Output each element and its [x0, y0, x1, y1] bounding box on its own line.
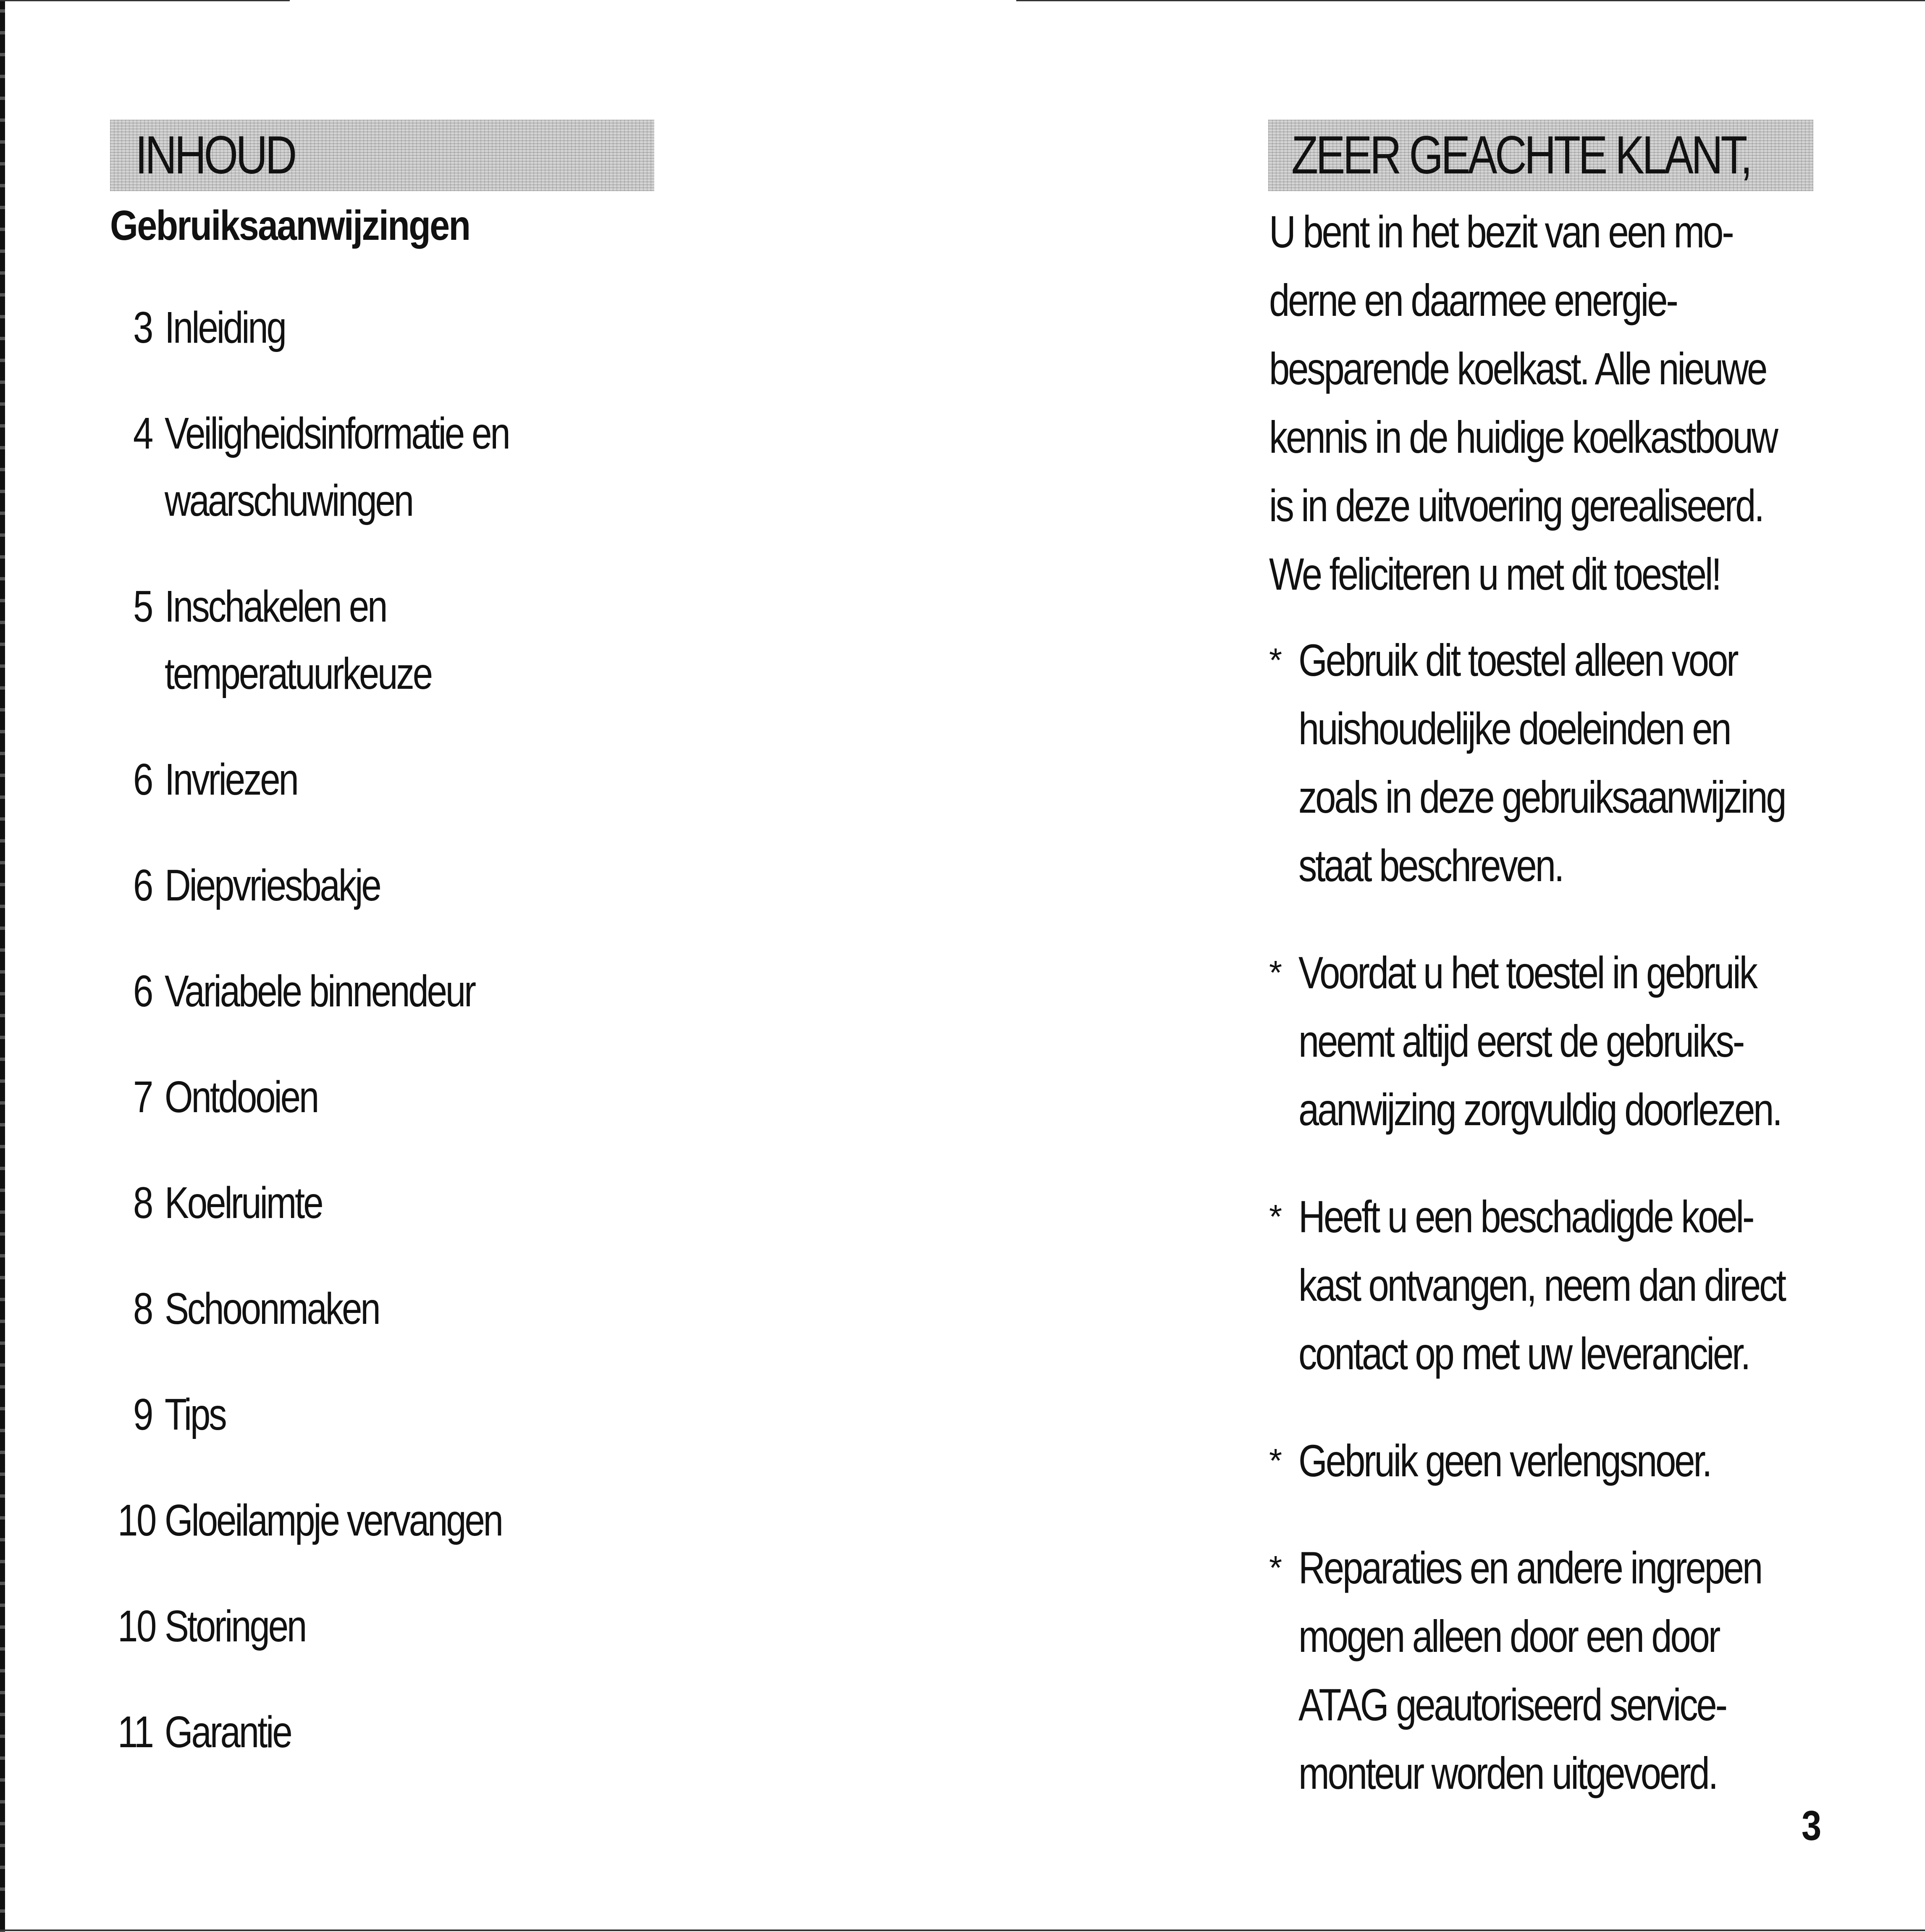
intro-bullet-line: staat beschreven.	[1298, 840, 1563, 891]
intro-bullet	[1269, 1182, 1899, 1388]
bottom-rule	[0, 1929, 1925, 1931]
toc-entry-label: Ontdooien	[165, 1072, 318, 1122]
toc-entry	[110, 294, 656, 361]
intro-bullet-line: Heeft u een beschadigde koel-	[1298, 1191, 1753, 1242]
intro-bullet	[1269, 938, 1899, 1144]
toc-page-number: 7	[133, 1072, 152, 1122]
intro-heading-bar	[1268, 120, 1813, 191]
intro-bullet-line: zoals in deze gebruiksaanwijzing	[1298, 772, 1785, 822]
intro-heading: ZEER GEACHTE KLANT,	[1291, 125, 1750, 185]
intro-bullet	[1269, 1426, 1899, 1495]
intro-bullet-line: mogen alleen door een door	[1298, 1611, 1719, 1662]
toc-heading: INHOUD	[135, 125, 295, 185]
toc-entry-label: Schoonmaken	[165, 1284, 379, 1334]
intro-paragraph	[1269, 197, 1899, 608]
toc-entry-label: Gloeilampje vervangen	[165, 1496, 502, 1545]
intro-bullet-line: neemt altijd eerst de gebruiks-	[1298, 1016, 1744, 1066]
toc-entry-label: Inschakelen en	[165, 582, 386, 631]
intro-bullet-line: Voordat u het toestel in gebruik	[1298, 947, 1756, 998]
toc-entry-label: Veiligheidsinformatie en	[165, 409, 509, 458]
toc-heading-bar	[110, 120, 654, 191]
intro-paragraph-line: is in deze uitvoering gerealiseerd.	[1269, 480, 1763, 531]
toc-entry	[110, 400, 656, 534]
intro-bullet-line: contact op met uw leverancier.	[1298, 1328, 1749, 1379]
toc-page-number: 9	[133, 1390, 152, 1439]
toc-subtitle: Gebruiksaanwijzingen	[110, 202, 470, 249]
toc-page-number: 4	[133, 409, 152, 458]
toc-entry	[110, 573, 656, 707]
toc-entry-label: Diepvriesbakje	[165, 861, 380, 910]
top-rule-right	[1016, 0, 1925, 1]
toc-entry-label: Koelruimte	[165, 1178, 322, 1228]
intro-bullet-line: kast ontvangen, neem dan direct	[1298, 1260, 1785, 1310]
toc-entry	[110, 1063, 656, 1131]
intro-bullet-line: ATAG geautoriseerd service-	[1298, 1679, 1726, 1730]
intro-bullet-line: Gebruik dit toestel alleen voor	[1298, 635, 1737, 685]
bullet-asterisk: *	[1269, 1198, 1282, 1235]
bullet-asterisk: *	[1269, 1442, 1282, 1479]
toc-entry	[110, 1275, 656, 1342]
toc-page-number: 8	[133, 1178, 152, 1228]
intro-bullet-line: Reparaties en andere ingrepen	[1298, 1542, 1762, 1593]
scan-edge-left	[0, 0, 5, 1932]
toc-entry-label: Inleiding	[165, 303, 285, 352]
intro-paragraph-line: We feliciteren u met dit toestel!	[1269, 549, 1720, 599]
toc-entry	[110, 958, 656, 1025]
toc-entry-label: temperatuurkeuze	[165, 649, 431, 698]
intro-paragraph-line: U bent in het bezit van een mo-	[1269, 206, 1733, 257]
toc-page-number: 8	[133, 1284, 152, 1334]
toc-page-number: 11	[118, 1707, 153, 1757]
intro-bullet	[1269, 1533, 1899, 1807]
bullet-asterisk: *	[1269, 954, 1282, 991]
toc-page-number: 10	[118, 1601, 156, 1651]
toc-entry	[110, 1169, 656, 1236]
toc-page-number: 5	[133, 582, 152, 631]
toc-entry	[110, 1381, 656, 1448]
toc-entry-label: Garantie	[165, 1707, 291, 1757]
toc-entry	[110, 1698, 656, 1766]
toc-entry-label: Invriezen	[165, 755, 297, 804]
intro-bullet-line: huishoudelijke doeleinden en	[1298, 703, 1730, 754]
toc-entry-label: Storingen	[165, 1601, 306, 1651]
toc-entry-label: Tips	[165, 1390, 226, 1439]
intro-paragraph-line: kennis in de huidige koelkastbouw	[1269, 412, 1777, 462]
toc-entry	[110, 1593, 656, 1660]
intro-bullet-line: monteur worden uitgevoerd.	[1298, 1748, 1717, 1798]
intro-bullet-line: aanwijzing zorgvuldig doorlezen.	[1298, 1084, 1781, 1135]
toc-page-number: 6	[133, 861, 152, 910]
intro-bullet	[1269, 626, 1899, 900]
toc-entry-label: waarschuwingen	[165, 476, 413, 525]
intro-bullet-list	[1269, 626, 1899, 1846]
page-number: 3	[1802, 1802, 1822, 1849]
top-rule-left	[0, 0, 290, 1]
intro-paragraph-line: besparende koelkast. Alle nieuwe	[1269, 343, 1766, 394]
toc-page-number: 10	[118, 1496, 156, 1545]
toc-entry	[110, 746, 656, 813]
toc-entry-label: Variabele binnendeur	[165, 966, 475, 1016]
bullet-asterisk: *	[1269, 1549, 1282, 1586]
intro-paragraph-line: derne en daarmee energie-	[1269, 275, 1677, 326]
bullet-asterisk: *	[1269, 641, 1282, 679]
toc-entry	[110, 1487, 656, 1554]
toc-list	[110, 294, 656, 1804]
toc-page-number: 3	[133, 303, 152, 352]
toc-entry	[110, 852, 656, 919]
toc-page-number: 6	[133, 966, 152, 1016]
intro-bullet-line: Gebruik geen verlengsnoer.	[1298, 1435, 1711, 1486]
toc-page-number: 6	[133, 755, 152, 804]
